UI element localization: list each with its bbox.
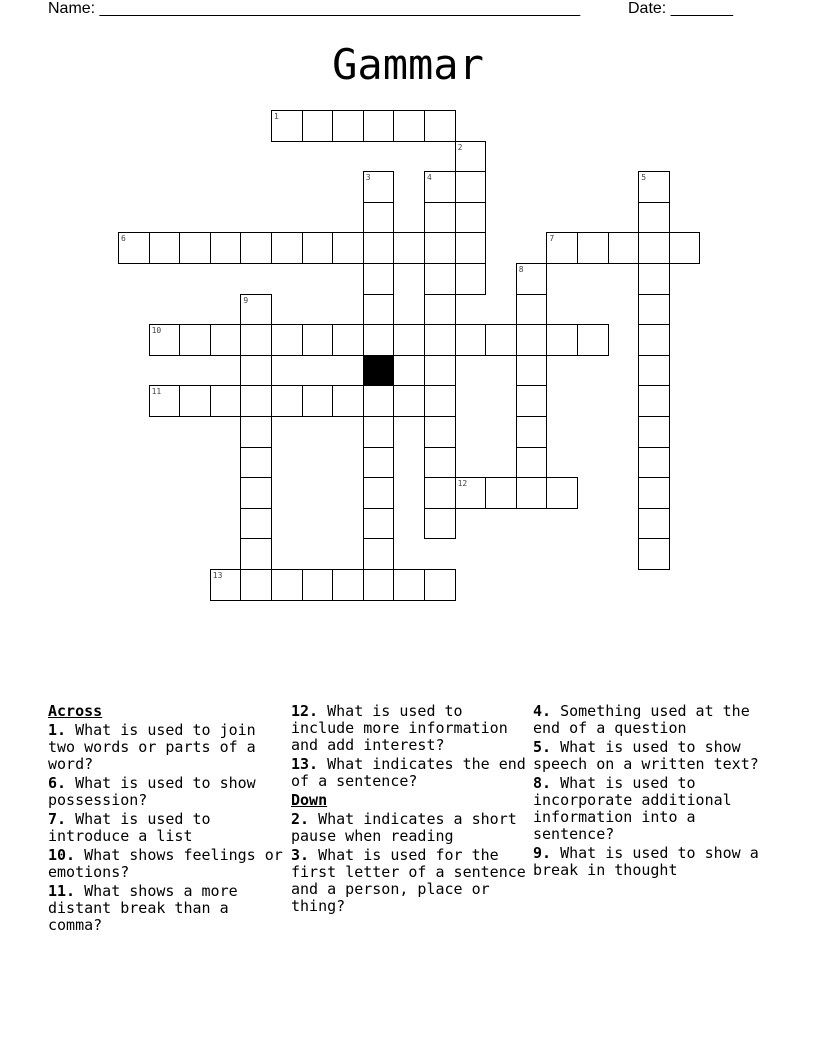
cell-number: 10	[151, 326, 162, 336]
clue-across-6	[48, 775, 284, 809]
cell-number: 2	[457, 142, 463, 152]
grid-cell[interactable]	[516, 447, 548, 479]
grid-cell[interactable]	[516, 416, 548, 448]
grid-cell[interactable]	[210, 232, 242, 264]
grid-cell[interactable]	[516, 324, 548, 356]
grid-cell[interactable]	[638, 324, 670, 356]
grid-cell[interactable]	[485, 324, 517, 356]
grid-cell[interactable]	[638, 294, 670, 326]
cell-number: 8	[518, 265, 524, 274]
clue-number: 4.	[533, 702, 552, 720]
grid-cell[interactable]	[577, 324, 609, 356]
clue-number: 6.	[48, 774, 67, 792]
grid-cell[interactable]	[424, 202, 456, 234]
grid-cell[interactable]	[240, 416, 272, 448]
clue-across-1	[48, 722, 284, 773]
grid-cell[interactable]	[332, 324, 364, 356]
grid-cell[interactable]	[424, 355, 456, 387]
grid-cell[interactable]	[302, 569, 334, 601]
clue-text: What is used to show possession?	[48, 774, 256, 809]
cell-number: 5	[641, 173, 647, 183]
grid-cell[interactable]	[455, 171, 487, 203]
grid-cell[interactable]	[424, 294, 456, 326]
grid-cell[interactable]	[424, 324, 456, 356]
clue-text: What is used for the first letter of a sentence and a person, place or thing?	[291, 846, 526, 915]
grid-cell[interactable]	[638, 385, 670, 417]
grid-cell[interactable]	[332, 569, 364, 601]
grid-cell[interactable]	[363, 569, 395, 601]
grid-cell[interactable]	[516, 477, 548, 509]
cell-number: 12	[457, 479, 468, 489]
grid-cell[interactable]	[608, 232, 640, 264]
clue-text: What is used to show a break in thought	[533, 844, 759, 879]
grid-cell[interactable]	[210, 324, 242, 356]
grid-cell[interactable]	[485, 477, 517, 509]
grid-cell[interactable]	[240, 324, 272, 356]
clue-across-12	[291, 703, 527, 754]
grid-cell[interactable]	[240, 477, 272, 509]
grid-cell[interactable]	[516, 355, 548, 387]
grid-cell[interactable]	[455, 263, 487, 295]
clue-text: What shows a more distant break than a comma?	[48, 882, 238, 934]
across-heading: Across	[48, 702, 103, 720]
grid-cell[interactable]	[424, 416, 456, 448]
grid-cell[interactable]	[455, 202, 487, 234]
clue-number: 12.	[291, 702, 319, 720]
cell-number: 1	[274, 112, 279, 121]
grid-cell[interactable]	[516, 385, 548, 417]
clue-column-2	[291, 703, 527, 917]
grid-cell[interactable]	[271, 324, 303, 356]
clue-text: What is used to join two words or parts of a word?	[48, 721, 256, 773]
cell-number: 9	[243, 295, 249, 305]
grid-cell[interactable]	[363, 294, 395, 326]
grid-cell[interactable]	[179, 385, 211, 417]
grid-cell[interactable]	[302, 385, 334, 417]
grid-cell[interactable]	[240, 447, 272, 479]
grid-cell[interactable]	[271, 569, 303, 601]
clue-number: 3.	[291, 846, 310, 864]
clue-across-13	[291, 756, 527, 790]
clue-across-11	[48, 883, 284, 934]
grid-cell[interactable]	[363, 447, 395, 479]
grid-cell[interactable]	[271, 232, 303, 264]
grid-cell[interactable]	[424, 569, 456, 601]
grid-cell[interactable]	[363, 110, 395, 142]
grid-cell[interactable]	[302, 110, 334, 142]
clue-text: What shows feelings or emotions?	[48, 846, 283, 881]
clue-number: 1.	[48, 721, 67, 739]
grid-cell[interactable]	[393, 110, 425, 142]
clue-across-7	[48, 811, 284, 845]
grid-cell[interactable]	[393, 324, 425, 356]
grid-cell[interactable]	[332, 385, 364, 417]
cell-number: 4	[427, 173, 432, 183]
clue-text: What is used to incorporate additional information into a sentence?	[533, 774, 732, 843]
clue-across-10	[48, 847, 284, 881]
grid-cell[interactable]	[210, 385, 242, 417]
grid-cell[interactable]	[424, 232, 456, 264]
name-field[interactable]: Name: ______________________________________________________	[48, 0, 581, 17]
clue-text: What is used to show speech on a written text?	[533, 738, 759, 773]
cell-number: 13	[212, 571, 223, 580]
date-field[interactable]: Date: _______	[628, 0, 733, 17]
clue-text: What is used to introduce a list	[48, 810, 211, 845]
grid-cell[interactable]	[240, 355, 272, 387]
clue-number: 13.	[291, 755, 319, 773]
clue-down-4	[533, 703, 773, 737]
grid-cell[interactable]	[363, 416, 395, 448]
grid-cell[interactable]	[179, 324, 211, 356]
grid-cell[interactable]	[240, 385, 272, 417]
grid-cell[interactable]	[240, 569, 272, 601]
clue-down-2	[291, 811, 527, 845]
grid-cell[interactable]	[240, 508, 272, 540]
grid-cell[interactable]	[424, 477, 456, 509]
grid-cell[interactable]	[577, 232, 609, 264]
grid-cell[interactable]	[455, 232, 487, 264]
grid-cell[interactable]	[363, 324, 395, 356]
clue-down-3	[291, 847, 527, 915]
clue-column-1	[48, 703, 284, 936]
grid-cell[interactable]	[516, 294, 548, 326]
grid-cell[interactable]	[669, 232, 701, 264]
clue-number: 9.	[533, 844, 552, 862]
grid-cell[interactable]	[332, 110, 364, 142]
clue-text: What indicates a short pause when reading	[291, 810, 517, 845]
clue-down-9	[533, 845, 773, 879]
grid-cell[interactable]	[424, 447, 456, 479]
clue-number: 5.	[533, 738, 552, 756]
cell-number: 7	[549, 234, 555, 244]
clue-number: 11.	[48, 882, 76, 900]
grid-cell[interactable]	[638, 416, 670, 448]
grid-cell[interactable]	[638, 477, 670, 509]
clue-number: 8.	[533, 774, 552, 792]
grid-cell[interactable]	[363, 385, 395, 417]
grid-cell[interactable]	[363, 477, 395, 509]
clue-text: What indicates the end of a sentence?	[291, 755, 526, 790]
grid-cell[interactable]	[638, 232, 670, 264]
puzzle-title: Gammar	[332, 40, 484, 89]
grid-cell[interactable]	[363, 263, 395, 295]
grid-cell[interactable]	[393, 569, 425, 601]
cell-number: 6	[121, 234, 126, 244]
grid-cell[interactable]	[363, 202, 395, 234]
grid-cell[interactable]	[363, 232, 395, 264]
cell-number: 3	[365, 173, 371, 183]
grid-cell[interactable]	[363, 538, 395, 570]
clue-column-3	[533, 703, 773, 881]
grid-cell[interactable]	[393, 232, 425, 264]
grid-cell[interactable]	[424, 263, 456, 295]
grid-cell[interactable]	[149, 232, 181, 264]
clue-down-8	[533, 775, 773, 843]
grid-cell[interactable]	[302, 324, 334, 356]
grid-cell[interactable]	[638, 355, 670, 387]
grid-cell[interactable]	[638, 508, 670, 540]
grid-cell[interactable]	[455, 324, 487, 356]
grid-cell[interactable]	[240, 232, 272, 264]
grid-cell[interactable]	[638, 447, 670, 479]
grid-cell[interactable]	[638, 263, 670, 295]
clue-text: Something used at the end of a question	[533, 702, 750, 737]
grid-cell[interactable]	[179, 232, 211, 264]
grid-cell[interactable]	[424, 508, 456, 540]
clue-number: 2.	[291, 810, 310, 828]
grid-cell[interactable]	[546, 477, 578, 509]
clue-down-5	[533, 739, 773, 773]
grid-cell[interactable]	[393, 385, 425, 417]
clue-number: 10.	[48, 846, 76, 864]
clue-text: What is used to include more information and add interest?	[291, 702, 508, 754]
grid-cell[interactable]	[302, 232, 334, 264]
cell-number: 11	[151, 387, 162, 397]
grid-cell[interactable]	[363, 508, 395, 540]
blocked-cell	[363, 355, 395, 387]
grid-cell[interactable]	[332, 232, 364, 264]
clue-number: 7.	[48, 810, 67, 828]
grid-cell[interactable]	[424, 110, 456, 142]
grid-cell[interactable]	[240, 538, 272, 570]
grid-cell[interactable]	[271, 385, 303, 417]
grid-cell[interactable]	[638, 538, 670, 570]
grid-cell[interactable]	[638, 202, 670, 234]
down-heading: Down	[291, 791, 328, 809]
grid-cell[interactable]	[546, 324, 578, 356]
grid-cell[interactable]	[424, 385, 456, 417]
